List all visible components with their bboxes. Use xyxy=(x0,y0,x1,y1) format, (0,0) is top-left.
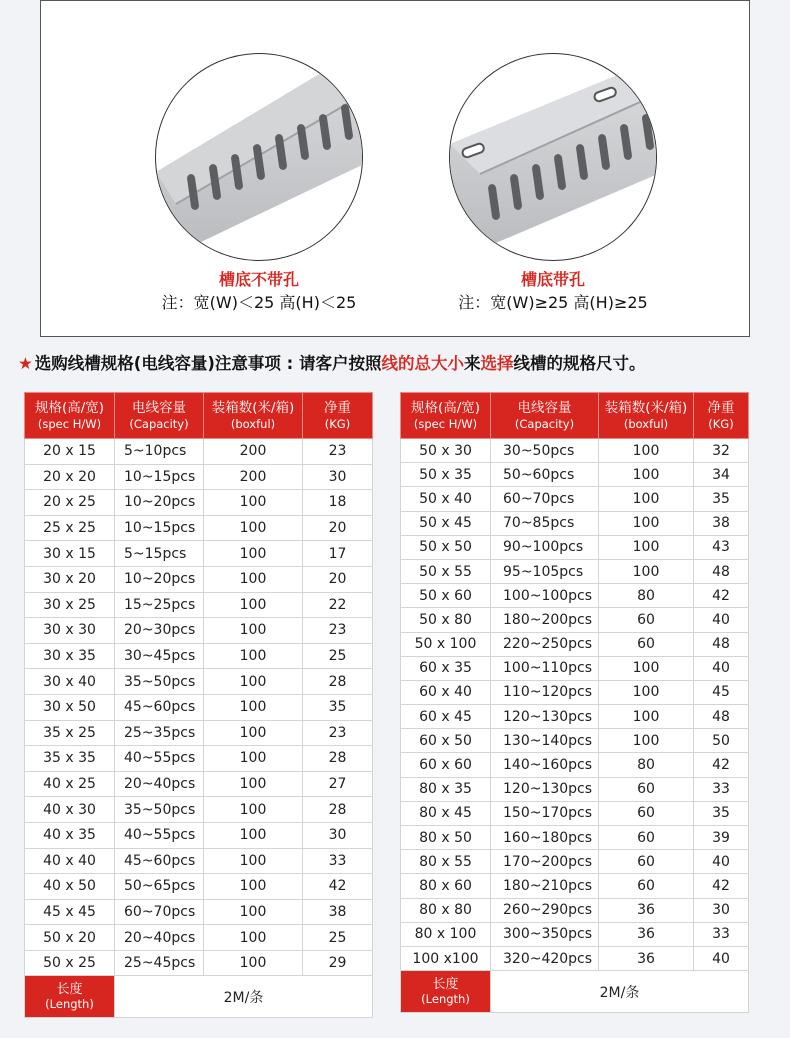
table-row xyxy=(401,705,749,729)
variant-with-hole xyxy=(443,53,663,315)
cell-weight: 20 xyxy=(303,566,373,592)
cell-boxful: 100 xyxy=(204,566,303,592)
cell-weight: 42 xyxy=(694,584,749,608)
cell-capacity: 50~65pcs xyxy=(115,874,204,900)
cell-capacity: 20~40pcs xyxy=(115,925,204,951)
cell-capacity: 100~100pcs xyxy=(491,584,599,608)
cell-capacity: 260~290pcs xyxy=(491,898,599,922)
cell-capacity: 30~45pcs xyxy=(115,643,204,669)
spec-table-body xyxy=(401,439,749,971)
table-row xyxy=(25,874,373,900)
cell-spec: 40 x 35 xyxy=(25,822,115,848)
cell-capacity: 20~30pcs xyxy=(115,618,204,644)
cell-boxful: 100 xyxy=(204,694,303,720)
cell-boxful: 100 xyxy=(204,643,303,669)
cell-boxful: 100 xyxy=(204,950,303,976)
cell-spec: 40 x 40 xyxy=(25,848,115,874)
cell-spec: 35 x 35 xyxy=(25,746,115,772)
cell-capacity: 180~210pcs xyxy=(491,874,599,898)
variant-title: 槽底不带孔 xyxy=(218,270,299,289)
cell-capacity: 60~70pcs xyxy=(491,487,599,511)
length-row xyxy=(401,971,749,1013)
table-row xyxy=(25,720,373,746)
length-label: 长度 (Length) xyxy=(401,971,491,1013)
cell-boxful: 100 xyxy=(204,874,303,900)
notice-text: 选购线槽规格(电线容量)注意事项 : 请客户按照 xyxy=(34,354,382,373)
cell-boxful: 36 xyxy=(599,946,694,970)
cell-capacity: 120~130pcs xyxy=(491,777,599,801)
cell-capacity: 100~110pcs xyxy=(491,656,599,680)
table-row xyxy=(401,559,749,583)
cell-capacity: 30~50pcs xyxy=(491,439,599,463)
cell-spec: 60 x 60 xyxy=(401,753,491,777)
table-row xyxy=(25,618,373,644)
table-header-row xyxy=(401,393,749,439)
cell-weight: 35 xyxy=(303,694,373,720)
cell-boxful: 200 xyxy=(204,439,303,465)
table-row xyxy=(25,643,373,669)
table-row xyxy=(25,822,373,848)
cell-weight: 45 xyxy=(694,680,749,704)
cell-boxful: 100 xyxy=(204,822,303,848)
cell-capacity: 220~250pcs xyxy=(491,632,599,656)
variant-no-hole xyxy=(149,53,369,315)
length-value: 2M/条 xyxy=(115,976,373,1018)
cell-spec: 30 x 30 xyxy=(25,618,115,644)
cell-spec: 20 x 20 xyxy=(25,464,115,490)
cell-capacity: 35~50pcs xyxy=(115,669,204,695)
table-row xyxy=(401,511,749,535)
cell-capacity: 90~100pcs xyxy=(491,535,599,559)
cell-boxful: 36 xyxy=(599,898,694,922)
table-header-row xyxy=(25,393,373,439)
table-row xyxy=(25,797,373,823)
cell-spec: 20 x 15 xyxy=(25,439,115,465)
table-row xyxy=(401,584,749,608)
cell-weight: 39 xyxy=(694,826,749,850)
table-row xyxy=(25,899,373,925)
cell-spec: 50 x 60 xyxy=(401,584,491,608)
cell-weight: 40 xyxy=(694,946,749,970)
cell-spec: 40 x 50 xyxy=(25,874,115,900)
table-row xyxy=(25,515,373,541)
cell-weight: 30 xyxy=(303,822,373,848)
cell-capacity: 5~15pcs xyxy=(115,541,204,567)
cell-capacity: 10~15pcs xyxy=(115,515,204,541)
cell-boxful: 100 xyxy=(599,729,694,753)
cell-boxful: 100 xyxy=(204,771,303,797)
cell-spec: 80 x 45 xyxy=(401,801,491,825)
cell-spec: 80 x 55 xyxy=(401,850,491,874)
cell-boxful: 80 xyxy=(599,584,694,608)
cell-weight: 40 xyxy=(694,608,749,632)
cell-boxful: 100 xyxy=(599,559,694,583)
cell-weight: 30 xyxy=(694,898,749,922)
cell-weight: 48 xyxy=(694,705,749,729)
cell-capacity: 45~60pcs xyxy=(115,848,204,874)
cell-capacity: 45~60pcs xyxy=(115,694,204,720)
cell-boxful: 100 xyxy=(599,487,694,511)
cell-weight: 38 xyxy=(694,511,749,535)
table-row xyxy=(401,922,749,946)
cell-boxful: 60 xyxy=(599,874,694,898)
cell-spec: 80 x 60 xyxy=(401,874,491,898)
cell-boxful: 100 xyxy=(599,439,694,463)
cell-spec: 50 x 50 xyxy=(401,535,491,559)
cell-boxful: 100 xyxy=(599,463,694,487)
cell-spec: 50 x 25 xyxy=(25,950,115,976)
cell-boxful: 60 xyxy=(599,608,694,632)
cell-spec: 100 x100 xyxy=(401,946,491,970)
cell-capacity: 140~160pcs xyxy=(491,753,599,777)
cell-boxful: 60 xyxy=(599,801,694,825)
cell-weight: 50 xyxy=(694,729,749,753)
cell-boxful: 200 xyxy=(204,464,303,490)
cell-capacity: 35~50pcs xyxy=(115,797,204,823)
cell-spec: 50 x 80 xyxy=(401,608,491,632)
cell-boxful: 100 xyxy=(204,925,303,951)
cell-boxful: 100 xyxy=(599,656,694,680)
spec-table-left xyxy=(24,392,373,1018)
cell-weight: 23 xyxy=(303,439,373,465)
cell-weight: 23 xyxy=(303,618,373,644)
cell-weight: 32 xyxy=(694,439,749,463)
cell-weight: 42 xyxy=(694,874,749,898)
cell-boxful: 100 xyxy=(204,490,303,516)
header-spec: 规格(高/宽) (spec H/W) xyxy=(25,393,115,439)
cell-capacity: 10~20pcs xyxy=(115,490,204,516)
cell-capacity: 10~15pcs xyxy=(115,464,204,490)
cell-spec: 30 x 40 xyxy=(25,669,115,695)
cell-capacity: 180~200pcs xyxy=(491,608,599,632)
product-variants-panel xyxy=(40,0,750,337)
cell-weight: 33 xyxy=(694,922,749,946)
table-row xyxy=(401,874,749,898)
notice-highlight: 选择 xyxy=(480,354,514,373)
header-capacity: 电线容量 (Capacity) xyxy=(491,393,599,439)
cell-spec: 50 x 55 xyxy=(401,559,491,583)
cell-spec: 50 x 20 xyxy=(25,925,115,951)
cell-spec: 40 x 30 xyxy=(25,797,115,823)
cell-capacity: 170~200pcs xyxy=(491,850,599,874)
cell-boxful: 100 xyxy=(599,680,694,704)
cell-capacity: 5~10pcs xyxy=(115,439,204,465)
cell-weight: 33 xyxy=(303,848,373,874)
cell-spec: 30 x 20 xyxy=(25,566,115,592)
table-row xyxy=(25,694,373,720)
spec-table-right xyxy=(400,392,749,1013)
cell-capacity: 130~140pcs xyxy=(491,729,599,753)
table-row xyxy=(25,464,373,490)
header-capacity: 电线容量 (Capacity) xyxy=(115,393,204,439)
cell-boxful: 100 xyxy=(204,592,303,618)
table-row xyxy=(401,898,749,922)
table-row xyxy=(25,771,373,797)
cell-spec: 50 x 45 xyxy=(401,511,491,535)
length-value: 2M/条 xyxy=(491,971,749,1013)
cell-capacity: 15~25pcs xyxy=(115,592,204,618)
cell-weight: 17 xyxy=(303,541,373,567)
variant-title: 槽底带孔 xyxy=(520,270,585,289)
table-row xyxy=(25,848,373,874)
cell-weight: 48 xyxy=(694,559,749,583)
table-row xyxy=(401,680,749,704)
table-row xyxy=(25,925,373,951)
cell-weight: 28 xyxy=(303,797,373,823)
table-row xyxy=(25,541,373,567)
variant-note: 注：宽(W)≥25 高(H)≥25 xyxy=(458,293,648,312)
table-row xyxy=(401,826,749,850)
cell-spec: 25 x 25 xyxy=(25,515,115,541)
length-label: 长度 (Length) xyxy=(25,976,115,1018)
cell-capacity: 50~60pcs xyxy=(491,463,599,487)
table-row xyxy=(25,746,373,772)
cell-weight: 25 xyxy=(303,925,373,951)
cell-boxful: 36 xyxy=(599,922,694,946)
selection-notice xyxy=(18,352,788,376)
table-row xyxy=(401,850,749,874)
cell-spec: 80 x 50 xyxy=(401,826,491,850)
cell-spec: 80 x 80 xyxy=(401,898,491,922)
table-row xyxy=(401,608,749,632)
cell-spec: 45 x 45 xyxy=(25,899,115,925)
cell-boxful: 60 xyxy=(599,826,694,850)
cell-spec: 30 x 15 xyxy=(25,541,115,567)
cell-weight: 42 xyxy=(694,753,749,777)
length-row xyxy=(25,976,373,1018)
table-row xyxy=(25,950,373,976)
cell-weight: 33 xyxy=(694,777,749,801)
cell-weight: 38 xyxy=(303,899,373,925)
cell-weight: 28 xyxy=(303,669,373,695)
cell-spec: 50 x 40 xyxy=(401,487,491,511)
cell-spec: 30 x 35 xyxy=(25,643,115,669)
table-row xyxy=(401,777,749,801)
header-boxful: 装箱数(米/箱) (boxful) xyxy=(204,393,303,439)
table-row xyxy=(401,439,749,463)
cell-boxful: 100 xyxy=(204,797,303,823)
header-boxful: 装箱数(米/箱) (boxful) xyxy=(599,393,694,439)
duct-with-bottom-hole-icon xyxy=(449,53,657,261)
variant-note: 注：宽(W)＜25 高(H)＜25 xyxy=(161,293,357,312)
header-weight: 净重 (KG) xyxy=(694,393,749,439)
table-row xyxy=(401,535,749,559)
cell-capacity: 150~170pcs xyxy=(491,801,599,825)
cell-capacity: 40~55pcs xyxy=(115,822,204,848)
table-row xyxy=(401,753,749,777)
table-row xyxy=(401,801,749,825)
cell-spec: 35 x 25 xyxy=(25,720,115,746)
notice-text: 来 xyxy=(463,354,481,373)
table-row xyxy=(25,566,373,592)
cell-weight: 48 xyxy=(694,632,749,656)
cell-boxful: 100 xyxy=(204,899,303,925)
header-weight: 净重 (KG) xyxy=(303,393,373,439)
cell-boxful: 60 xyxy=(599,850,694,874)
table-row xyxy=(401,463,749,487)
cell-weight: 35 xyxy=(694,487,749,511)
notice-text: 线槽的规格尺寸。 xyxy=(513,354,646,373)
table-row xyxy=(401,946,749,970)
cell-spec: 60 x 35 xyxy=(401,656,491,680)
cell-spec: 30 x 50 xyxy=(25,694,115,720)
table-row xyxy=(401,729,749,753)
table-row xyxy=(401,632,749,656)
cell-boxful: 100 xyxy=(204,848,303,874)
cell-weight: 40 xyxy=(694,850,749,874)
cell-spec: 60 x 50 xyxy=(401,729,491,753)
cell-weight: 35 xyxy=(694,801,749,825)
cell-boxful: 100 xyxy=(204,515,303,541)
cell-weight: 25 xyxy=(303,643,373,669)
cell-spec: 50 x 35 xyxy=(401,463,491,487)
cell-boxful: 100 xyxy=(599,705,694,729)
cell-boxful: 100 xyxy=(204,746,303,772)
cell-capacity: 110~120pcs xyxy=(491,680,599,704)
cell-spec: 50 x 100 xyxy=(401,632,491,656)
cell-spec: 60 x 40 xyxy=(401,680,491,704)
table-row xyxy=(25,592,373,618)
cell-weight: 22 xyxy=(303,592,373,618)
cell-boxful: 100 xyxy=(599,535,694,559)
duct-no-bottom-hole-icon xyxy=(155,53,363,261)
table-row xyxy=(401,487,749,511)
cell-weight: 27 xyxy=(303,771,373,797)
header-spec: 规格(高/宽) (spec H/W) xyxy=(401,393,491,439)
cell-weight: 20 xyxy=(303,515,373,541)
cell-boxful: 100 xyxy=(204,669,303,695)
cell-capacity: 300~350pcs xyxy=(491,922,599,946)
table-row xyxy=(25,439,373,465)
cell-weight: 23 xyxy=(303,720,373,746)
cell-spec: 40 x 25 xyxy=(25,771,115,797)
cell-weight: 18 xyxy=(303,490,373,516)
spec-table-body xyxy=(25,439,373,976)
cell-boxful: 100 xyxy=(204,618,303,644)
cell-capacity: 320~420pcs xyxy=(491,946,599,970)
cell-boxful: 100 xyxy=(599,511,694,535)
cell-capacity: 10~20pcs xyxy=(115,566,204,592)
cell-capacity: 120~130pcs xyxy=(491,705,599,729)
cell-capacity: 60~70pcs xyxy=(115,899,204,925)
cell-weight: 30 xyxy=(303,464,373,490)
table-row xyxy=(25,490,373,516)
cell-weight: 34 xyxy=(694,463,749,487)
cell-weight: 28 xyxy=(303,746,373,772)
notice-highlight: 线的总大小 xyxy=(381,354,464,373)
cell-capacity: 25~45pcs xyxy=(115,950,204,976)
cell-capacity: 95~105pcs xyxy=(491,559,599,583)
cell-spec: 80 x 35 xyxy=(401,777,491,801)
cell-capacity: 70~85pcs xyxy=(491,511,599,535)
cell-spec: 50 x 30 xyxy=(401,439,491,463)
cell-spec: 30 x 25 xyxy=(25,592,115,618)
table-row xyxy=(401,656,749,680)
cell-capacity: 160~180pcs xyxy=(491,826,599,850)
cell-weight: 43 xyxy=(694,535,749,559)
cell-weight: 40 xyxy=(694,656,749,680)
cell-capacity: 40~55pcs xyxy=(115,746,204,772)
cell-capacity: 25~35pcs xyxy=(115,720,204,746)
cell-boxful: 60 xyxy=(599,632,694,656)
cell-boxful: 100 xyxy=(204,541,303,567)
cell-boxful: 100 xyxy=(204,720,303,746)
table-row xyxy=(25,669,373,695)
cell-boxful: 80 xyxy=(599,753,694,777)
cell-spec: 60 x 45 xyxy=(401,705,491,729)
cell-spec: 20 x 25 xyxy=(25,490,115,516)
cell-weight: 42 xyxy=(303,874,373,900)
cell-capacity: 20~40pcs xyxy=(115,771,204,797)
cell-spec: 80 x 100 xyxy=(401,922,491,946)
star-icon: ★ xyxy=(18,354,33,373)
cell-boxful: 60 xyxy=(599,777,694,801)
cell-weight: 29 xyxy=(303,950,373,976)
